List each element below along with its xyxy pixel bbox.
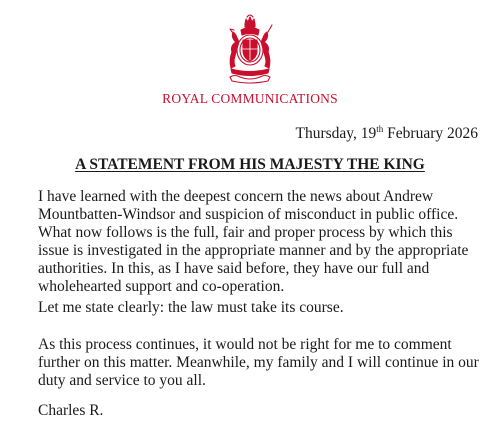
letterhead-title: ROYAL COMMUNICATIONS [162, 91, 338, 106]
date-weekday: Thursday, [295, 125, 361, 142]
date-ordinal: th [376, 124, 384, 134]
royal-crest-icon [221, 12, 279, 84]
signature: Charles R. [38, 402, 104, 419]
statement-heading: A STATEMENT FROM HIS MAJESTY THE KING [75, 156, 425, 173]
statement-paragraph: Let me state clearly: the law must take its course. [38, 299, 344, 316]
statement-paragraph: I have learned with the deepest concern the news about Andrew Mountbatten-Windsor and suspicion of misconduct in public office. What now follows is the full, fair and proper process by which this issue is investigated in the appropriate manner and by the appropriate authorities. In this, as I have said before, they have our full and wholehearted support and co-operation. [38, 188, 469, 295]
statement-date [295, 124, 478, 143]
statement-paragraph: As this process continues, it would not be right for me to comment further on this matter. Meanwhile, my family and I will continue in our duty and service to you all. [38, 336, 479, 389]
date-month-year: February 2026 [383, 125, 478, 142]
date-day: 19 [360, 125, 377, 142]
